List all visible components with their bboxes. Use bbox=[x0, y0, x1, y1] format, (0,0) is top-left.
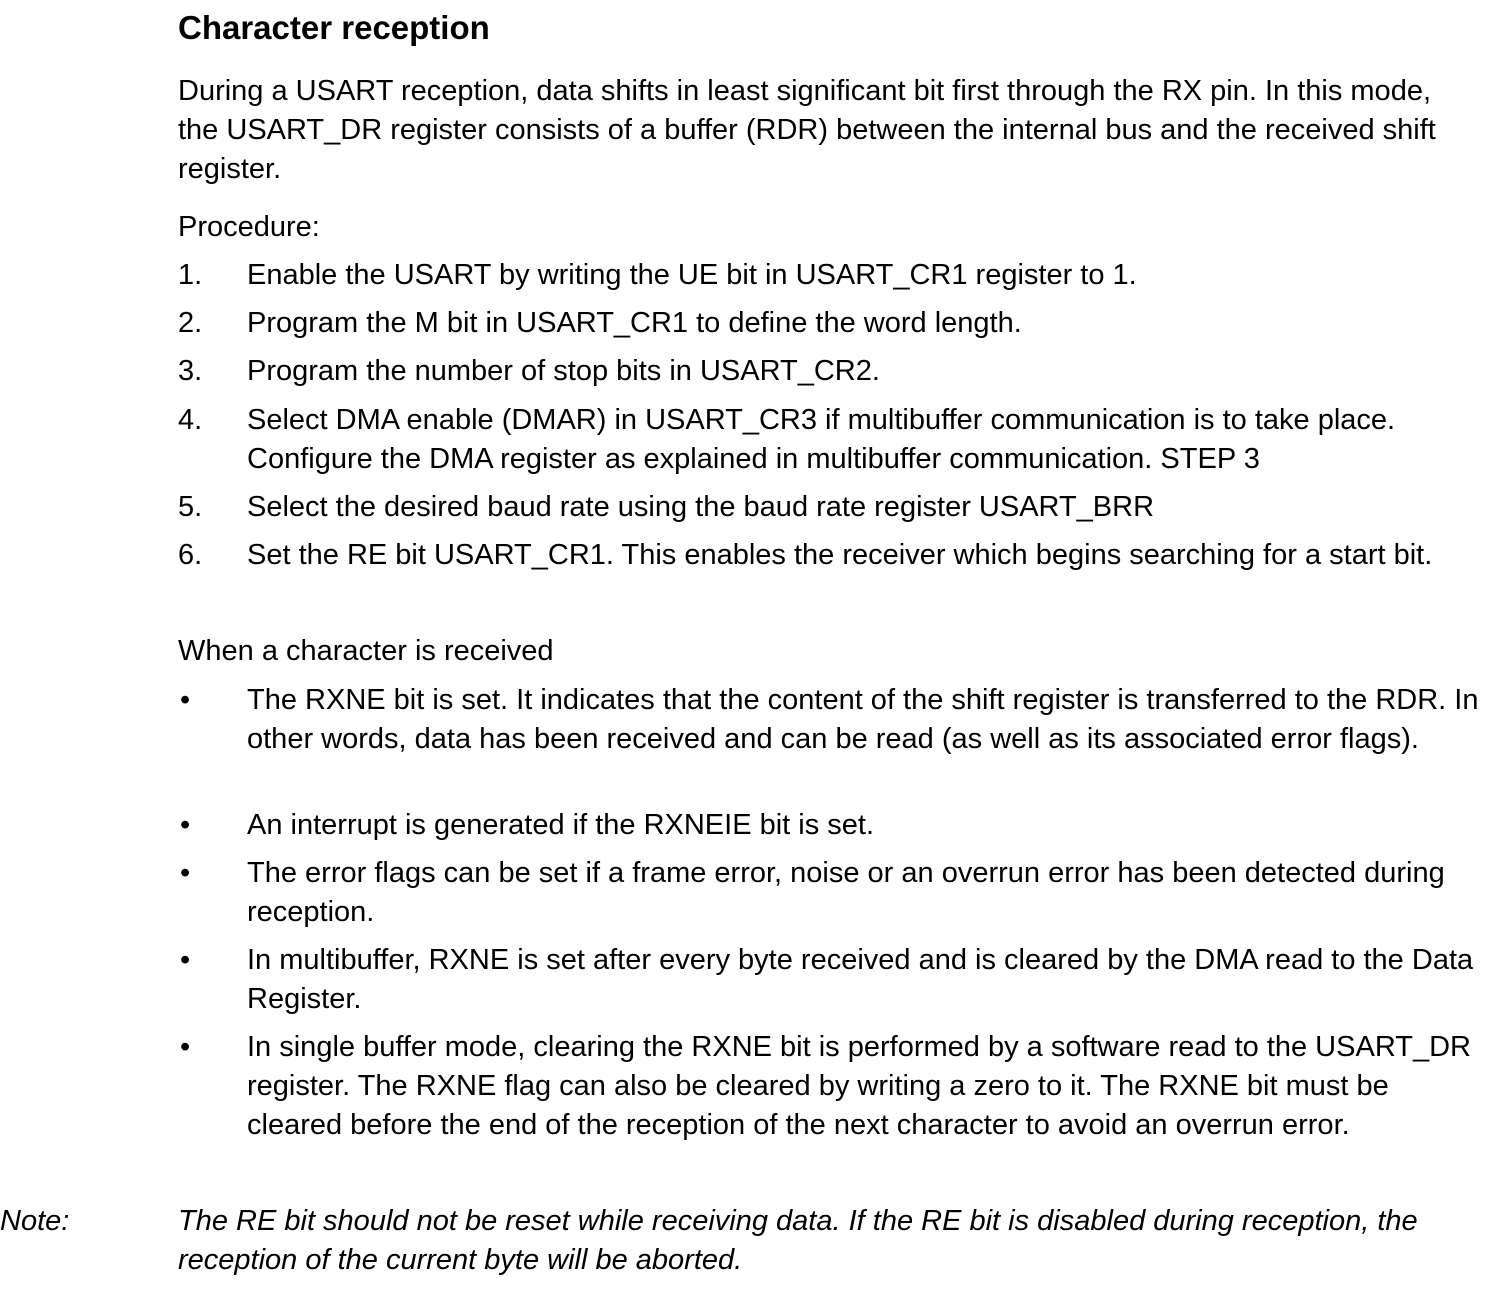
step-text: Program the M bit in USART_CR1 to define the word length. bbox=[247, 307, 1022, 339]
bullet-icon: • bbox=[180, 944, 191, 976]
step-number: 3. bbox=[178, 355, 203, 387]
section-title: Character reception bbox=[178, 9, 490, 46]
bullet-icon: • bbox=[180, 809, 191, 841]
step-number: 4. bbox=[178, 404, 203, 436]
bullet-icon: • bbox=[180, 684, 191, 716]
bullet-icon: • bbox=[180, 1031, 191, 1063]
received-label: When a character is received bbox=[178, 635, 554, 667]
bullet-text: An interrupt is generated if the RXNEIE bit is set. bbox=[247, 809, 875, 841]
step-text: Select DMA enable (DMAR) in USART_CR3 if multibuffer communication is to take place. Configure the DMA register as explained in multibuffer communication. STEP 3 bbox=[247, 404, 1396, 475]
step-number: 2. bbox=[178, 307, 203, 339]
bullet-text: The RXNE bit is set. It indicates that the content of the shift register is transferred to the RDR. In other words, data has been received and can be read (as well as its associated error flags). bbox=[247, 684, 1479, 755]
step-text: Enable the USART by writing the UE bit in USART_CR1 register to 1. bbox=[247, 259, 1137, 291]
step-number: 6. bbox=[178, 539, 203, 571]
note-label: Note: bbox=[0, 1205, 70, 1237]
step-number: 5. bbox=[178, 491, 203, 523]
bullet-text: The error flags can be set if a frame error, noise or an overrun error has been detected during reception. bbox=[247, 857, 1445, 928]
bullet-icon: • bbox=[180, 857, 191, 889]
bullet-text: In multibuffer, RXNE is set after every byte received and is cleared by the DMA read to the Data Register. bbox=[247, 944, 1474, 1015]
step-text: Program the number of stop bits in USART_CR2. bbox=[247, 355, 880, 387]
step-text: Set the RE bit USART_CR1. This enables the receiver which begins searching for a start bit. bbox=[247, 539, 1433, 571]
note-text: The RE bit should not be reset while receiving data. If the RE bit is disabled during reception, the reception of the current byte will be aborted. bbox=[178, 1205, 1418, 1276]
intro-paragraph: During a USART reception, data shifts in least significant bit first through the RX pin. In this mode, the USART_DR register consists of a buffer (RDR) between the internal bus and the received shift register. bbox=[178, 75, 1436, 185]
step-number: 1. bbox=[178, 259, 203, 291]
bullet-text: In single buffer mode, clearing the RXNE bit is performed by a software read to the USART_DR register. The RXNE flag can also be cleared by writing a zero to it. The RXNE bit must be cleared before the end of the reception of the next character to avoid an overrun error. bbox=[247, 1031, 1471, 1141]
procedure-label: Procedure: bbox=[178, 211, 320, 243]
step-text: Select the desired baud rate using the baud rate register USART_BRR bbox=[247, 491, 1155, 523]
